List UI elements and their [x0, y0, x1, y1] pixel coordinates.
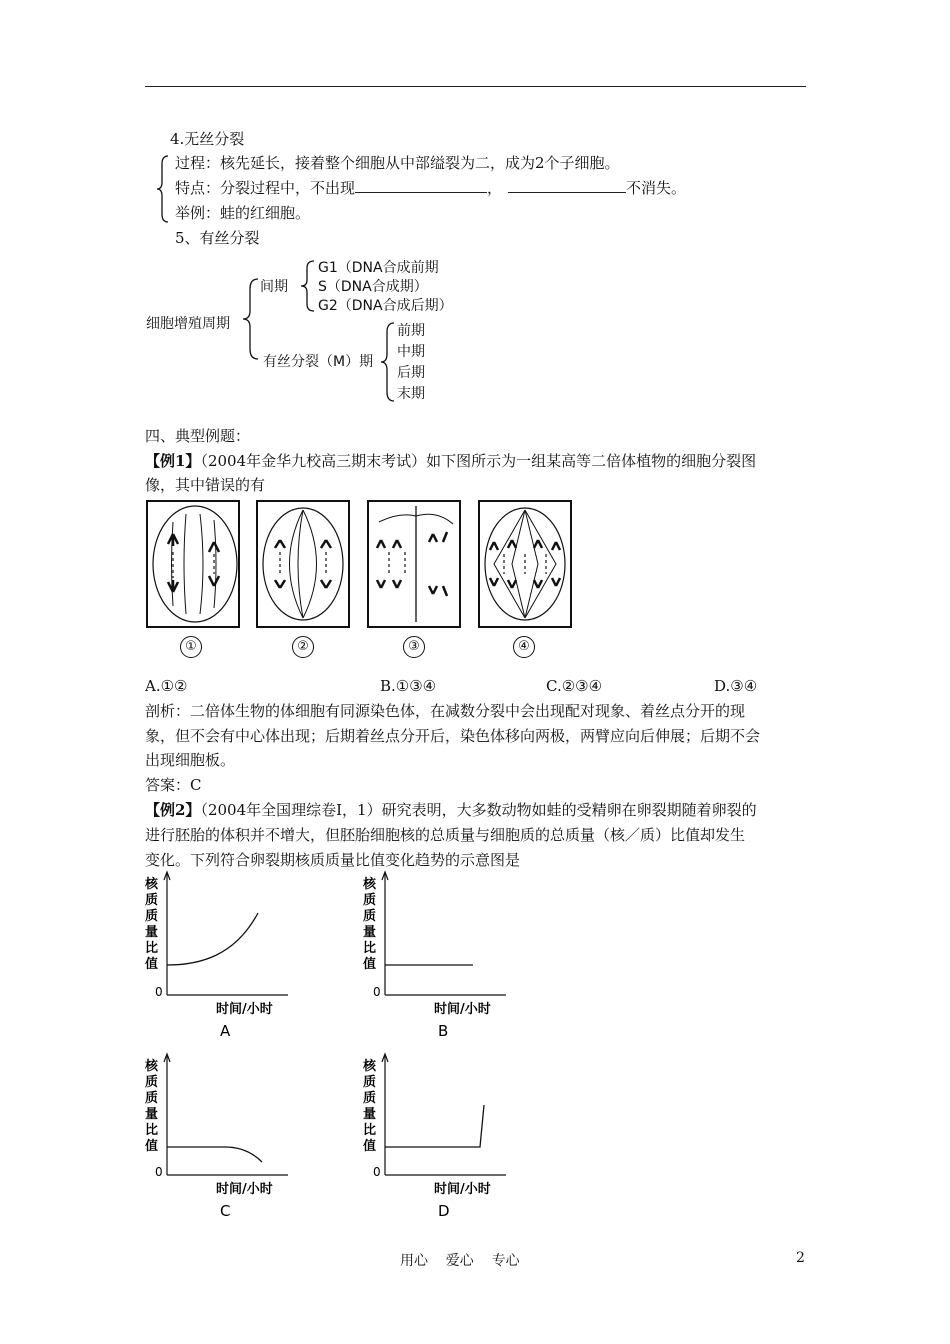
- figure-label-1: ①: [180, 636, 202, 658]
- ex1-option-b: B.①③④: [380, 677, 437, 695]
- section-4-process: 过程：核先延长，接着整个细胞从中部缢裂为二，成为2个子细胞。: [175, 154, 620, 172]
- graph-d-label: D: [438, 1202, 450, 1220]
- ex2-line2: 进行胚胎的体积并不增大，但胚胎细胞核的总质量与细胞质的总质量（核／质）比值却发生: [145, 826, 746, 844]
- mitosis-label: 有丝分裂（M）期: [263, 354, 374, 370]
- ylabel-char: 量: [363, 1107, 377, 1122]
- graph-c-xlabel: 时间/小时: [216, 1182, 273, 1197]
- ex1-analysis-2: 象，但不会有中心体出现；后期着丝点分开后，染色体移向两极，两臂应向后伸展；后期不会: [145, 727, 761, 745]
- figure-label-4: ④: [513, 636, 535, 658]
- ylabel-char: 量: [363, 925, 377, 940]
- examples-title: 四、典型例题：: [145, 427, 251, 445]
- graph-a-ylabel: [144, 876, 159, 972]
- ex2-line1: [145, 800, 757, 820]
- ex1-option-d: D.③④: [714, 677, 758, 695]
- cell-figure-4: [478, 500, 572, 628]
- blank-1: [355, 178, 487, 193]
- graph-b-label: B: [438, 1022, 449, 1040]
- figure-label-2: ②: [292, 636, 314, 658]
- cell-1-drawing: [148, 502, 238, 626]
- ex1-line2: 像，其中错误的有: [145, 476, 266, 494]
- ylabel-char: 量: [145, 925, 159, 940]
- s-label: S（DNA合成期）: [318, 279, 428, 295]
- ylabel-char: 核: [363, 877, 377, 892]
- graph-c-ylabel: [144, 1058, 159, 1154]
- ylabel-char: 质: [145, 1075, 159, 1090]
- ex1-line1: [145, 451, 756, 471]
- section-4-feature: [175, 178, 686, 198]
- graph-a-origin: 0: [155, 985, 163, 999]
- figure-label-3: ③: [403, 636, 425, 658]
- cell-figure-3: [367, 500, 461, 628]
- page-number: 2: [796, 1250, 805, 1266]
- feature-sep: ，: [487, 179, 503, 197]
- ylabel-char: 比: [363, 941, 377, 956]
- ylabel-char: 值: [145, 1139, 159, 1154]
- ylabel-char: 核: [145, 877, 159, 892]
- ex1-analysis-1: 剖析：二倍体生物的体细胞有同源染色体，在减数分裂中会出现配对现象、着丝点分开的现: [145, 702, 746, 720]
- ex2-tag: 【例2】: [145, 801, 201, 819]
- cycle-label: 细胞增殖周期: [146, 316, 230, 332]
- ex1-text-1: （2004年金华九校高三期末考试）如下图所示为一组某高等二倍体植物的细胞分裂图: [200, 452, 757, 470]
- stage-metaphase: 中期: [397, 344, 425, 360]
- ylabel-char: 质: [145, 1091, 159, 1106]
- ylabel-char: 值: [363, 1139, 377, 1154]
- g1-label: G1（DNA合成前期: [318, 260, 439, 276]
- graph-d-xlabel: 时间/小时: [434, 1182, 491, 1197]
- ylabel-char: 质: [145, 909, 159, 924]
- cell-2-drawing: [258, 502, 348, 626]
- cycle-diagram: [140, 255, 460, 405]
- header-rule: [145, 86, 806, 87]
- cell-4-drawing: [480, 502, 570, 626]
- cell-3-drawing: [369, 502, 459, 626]
- graph-d-curve: [385, 1105, 484, 1147]
- ex2-line3: 变化。下列符合卵裂期核质质量比值变化趋势的示意图是: [145, 851, 521, 869]
- ylabel-char: 质: [145, 893, 159, 908]
- stage-prophase: 前期: [397, 323, 425, 339]
- graph-panel-a: [140, 868, 290, 1043]
- ylabel-char: 比: [145, 1123, 159, 1138]
- graph-b-origin: 0: [373, 985, 381, 999]
- graph-a-curve: [167, 913, 258, 965]
- section-4-example: 举例：蛙的红细胞。: [175, 204, 311, 222]
- ylabel-char: 比: [363, 1123, 377, 1138]
- ylabel-char: 质: [363, 893, 377, 908]
- graph-b-ylabel: [362, 876, 377, 972]
- stage-telophase: 末期: [397, 386, 425, 402]
- ylabel-char: 质: [363, 909, 377, 924]
- section-4-title: 4.无丝分裂: [170, 130, 245, 148]
- ylabel-char: 核: [363, 1059, 377, 1074]
- graph-panel-d: [358, 1050, 508, 1225]
- graph-d-ylabel: [362, 1058, 377, 1154]
- graph-c-origin: 0: [155, 1165, 163, 1179]
- ylabel-char: 质: [363, 1091, 377, 1106]
- ylabel-char: 核: [145, 1059, 159, 1074]
- graph-b-xlabel: 时间/小时: [434, 1002, 491, 1017]
- cell-figure-1: [146, 500, 240, 628]
- graph-a-xlabel: 时间/小时: [216, 1002, 273, 1017]
- brace-main: [242, 277, 260, 361]
- section-5-title: 5、有丝分裂: [175, 229, 260, 247]
- ylabel-char: 量: [145, 1107, 159, 1122]
- ex2-text-1: （2004年全国理综卷Ⅰ，1）研究表明，大多数动物如蛙的受精卵在卵裂期随着卵裂的: [200, 801, 757, 819]
- graph-c-label: C: [220, 1202, 231, 1220]
- interphase-label: 间期: [260, 279, 288, 295]
- ylabel-char: 质: [363, 1075, 377, 1090]
- graph-c-curve: [167, 1147, 262, 1162]
- graph-panel-b: [358, 868, 508, 1043]
- ex1-option-c: C.②③④: [546, 677, 603, 695]
- ylabel-char: 值: [363, 957, 377, 972]
- footer-motto: 用心 爱心 专心: [400, 1253, 520, 1269]
- brace-mitosis: [380, 321, 396, 403]
- graph-a-label: A: [220, 1022, 231, 1040]
- cell-figure-2: [256, 500, 350, 628]
- section-4-brace: [156, 154, 170, 224]
- ex1-analysis-3: 出现细胞板。: [145, 751, 236, 769]
- brace-interphase: [300, 259, 316, 313]
- ex1-tag: 【例1】: [145, 452, 201, 470]
- graph-panel-c: [140, 1050, 290, 1225]
- graph-d-origin: 0: [373, 1165, 381, 1179]
- feature-text-b: 不消失。: [626, 179, 687, 197]
- stage-anaphase: 后期: [397, 365, 425, 381]
- g2-label: G2（DNA合成后期）: [318, 298, 453, 314]
- ex1-option-a: A.①②: [145, 677, 188, 695]
- blank-2: [508, 178, 626, 193]
- feature-text-a: 特点：分裂过程中，不出现: [175, 179, 356, 197]
- ylabel-char: 比: [145, 941, 159, 956]
- ex1-answer: 答案：C: [145, 776, 202, 794]
- ylabel-char: 值: [145, 957, 159, 972]
